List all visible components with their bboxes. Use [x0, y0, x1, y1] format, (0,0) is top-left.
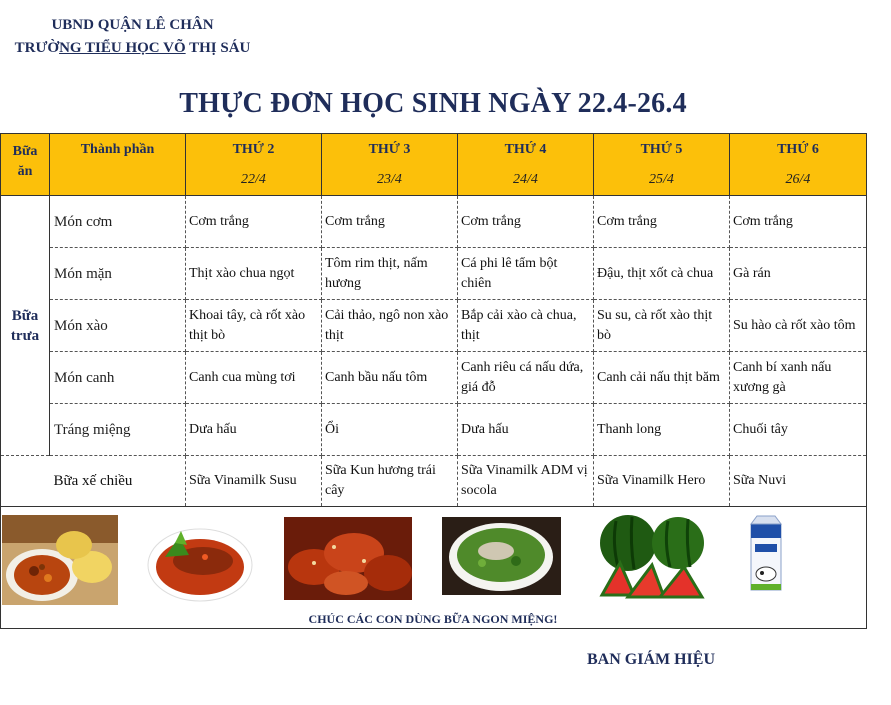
day-date: 24/4	[513, 172, 538, 187]
day-name: THỨ 2	[232, 142, 275, 157]
menu-cell: Thịt xào chua ngọt	[186, 248, 322, 300]
table-row	[1, 196, 867, 248]
food-photo-milk-carton	[747, 514, 787, 594]
row-category: Món xào	[50, 300, 186, 352]
menu-cell: Sữa Vinamilk ADM vị socola	[458, 456, 594, 507]
day-date: 26/4	[785, 172, 811, 187]
table-row	[1, 404, 867, 456]
menu-cell: Canh riêu cá nấu dứa, giá đỗ	[458, 352, 594, 404]
table-row	[1, 352, 867, 404]
menu-cell: Ổi	[322, 404, 458, 456]
menu-cell: Cơm trắng	[322, 196, 458, 248]
day-name: THỨ 6	[777, 142, 819, 157]
photo-strip-box	[0, 501, 867, 629]
org-name-school-part2: NG TIỂU HỌC VÕ	[59, 40, 186, 56]
day-name: THỨ 4	[504, 142, 547, 157]
col-header-day	[594, 134, 730, 196]
menu-cell: Thanh long	[594, 404, 730, 456]
row-category: Tráng miệng	[50, 404, 186, 456]
signature: BAN GIÁM HIỆU	[587, 651, 716, 668]
day-date: 23/4	[377, 172, 402, 187]
menu-cell: Gà rán	[730, 248, 867, 300]
day-name: THỨ 5	[640, 142, 683, 157]
menu-cell: Sữa Nuvi	[730, 456, 867, 507]
menu-cell: Cơm trắng	[186, 196, 322, 248]
col-header-day	[730, 134, 867, 196]
day-date: 25/4	[649, 172, 674, 187]
meal-label-empty	[1, 456, 50, 507]
menu-cell: Canh bí xanh nấu xương gà	[730, 352, 867, 404]
menu-cell: Dưa hấu	[458, 404, 594, 456]
org-name-school-part3: THỊ SÁU	[185, 40, 251, 56]
menu-cell: Tôm rim thịt, nấm hương	[322, 248, 458, 300]
table-row-snack	[1, 456, 867, 507]
food-photo-braised-fish	[145, 517, 255, 607]
menu-cell: Dưa hấu	[186, 404, 322, 456]
col-header-meal: Bữa ăn	[1, 134, 50, 196]
org-name-school-part1: TRƯỜ	[14, 40, 60, 56]
meal-label-snack: Bữa xế chiều	[50, 456, 186, 507]
menu-cell: Cơm trắng	[730, 196, 867, 248]
row-category: Món mặn	[50, 248, 186, 300]
menu-cell: Bắp cải xào cà chua, thịt	[458, 300, 594, 352]
menu-cell: Khoai tây, cà rốt xào thịt bò	[186, 300, 322, 352]
table-row	[1, 248, 867, 300]
row-category: Món cơm	[50, 196, 186, 248]
table-header-row	[1, 134, 867, 196]
footer-wish: CHÚC CÁC CON DÙNG BỮA NGON MIỆNG!	[308, 612, 558, 626]
menu-cell: Su hào cà rốt xào tôm	[730, 300, 867, 352]
meal-label-lunch: Bữa trưa	[1, 196, 50, 456]
food-photo-stew-bread	[2, 515, 118, 605]
col-header-component: Thành phần	[50, 134, 186, 196]
org-name-school	[0, 40, 265, 57]
menu-cell: Canh cải nấu thịt băm	[594, 352, 730, 404]
day-date: 22/4	[241, 172, 266, 187]
menu-table	[0, 133, 867, 507]
row-category: Món canh	[50, 352, 186, 404]
food-photo-watermelon	[598, 513, 710, 601]
menu-cell: Su su, cà rốt xào thịt bò	[594, 300, 730, 352]
col-header-day	[186, 134, 322, 196]
menu-cell: Chuối tây	[730, 404, 867, 456]
menu-cell: Sữa Vinamilk Susu	[186, 456, 322, 507]
menu-cell: Canh bầu nấu tôm	[322, 352, 458, 404]
menu-cell: Cá phi lê tẩm bột chiên	[458, 248, 594, 300]
menu-cell: Sữa Vinamilk Hero	[594, 456, 730, 507]
menu-cell: Cơm trắng	[458, 196, 594, 248]
menu-cell: Cơm trắng	[594, 196, 730, 248]
col-header-day	[458, 134, 594, 196]
menu-cell: Canh cua mùng tơi	[186, 352, 322, 404]
page-title: THỰC ĐƠN HỌC SINH NGÀY 22.4-26.4	[179, 88, 687, 119]
org-name-district: UBND QUẬN LÊ CHÂN	[51, 17, 214, 33]
menu-cell: Cải thảo, ngô non xào thịt	[322, 300, 458, 352]
table-row	[1, 300, 867, 352]
food-photo-soup-bowl	[442, 517, 561, 595]
col-header-day	[322, 134, 458, 196]
day-name: THỨ 3	[368, 142, 411, 157]
menu-cell: Đậu, thịt xốt cà chua	[594, 248, 730, 300]
menu-cell: Sữa Kun hương trái cây	[322, 456, 458, 507]
food-photo-fried-chicken	[284, 517, 412, 600]
